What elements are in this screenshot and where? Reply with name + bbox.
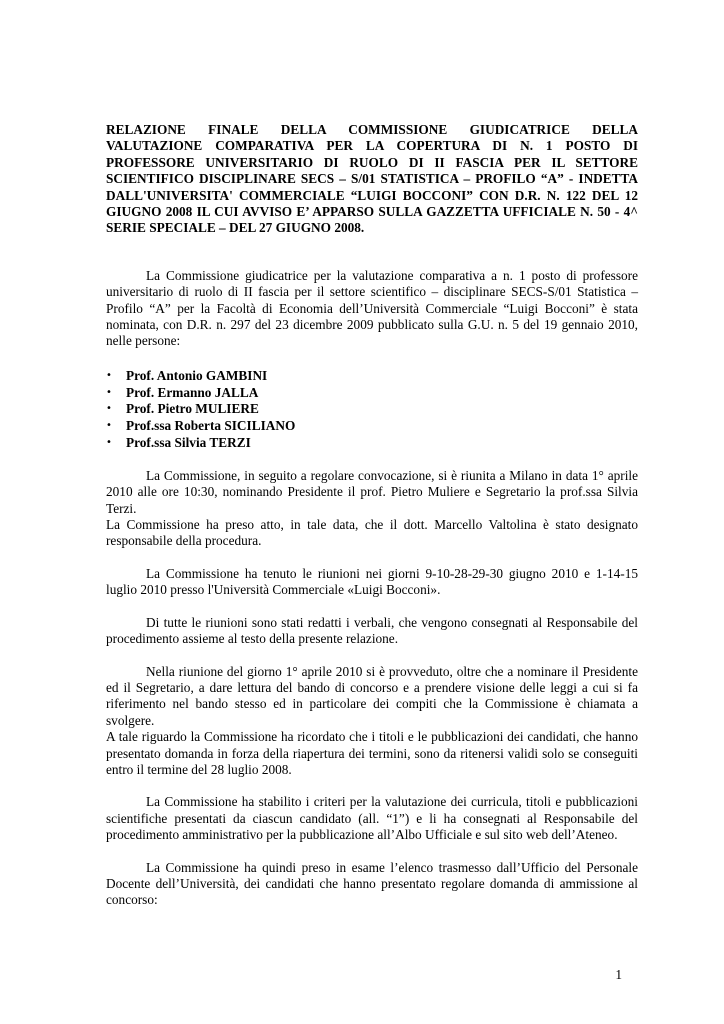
bullet-icon: •	[106, 403, 112, 415]
member-name: Prof. Antonio GAMBINI	[126, 367, 268, 383]
document-page	[106, 122, 638, 909]
spacer	[106, 648, 638, 664]
member-item	[106, 418, 638, 435]
bullet-icon: •	[106, 420, 112, 432]
minutes-paragraph: Di tutte le riunioni sono stati redatti i verbali, che vengono consegnati al Responsabile del procedimento assieme al testo della presente relazione.	[106, 614, 638, 647]
criteria-paragraph: La Commissione ha stabilito i criteri per la valutazione dei curricula, titoli e pubblicazioni scientifiche presentati da ciascun candidato (all. “1”) e li ha consegnati al Responsabile del procedimento amministrativo per la pubblicazione all’Albo Ufficiale e sul sito web dell’Ateneo.	[106, 794, 638, 843]
member-item	[106, 368, 638, 385]
document-title: RELAZIONE FINALE DELLA COMMISSIONE GIUDICATRICE DELLA VALUTAZIONE COMPARATIVA PER LA COPERTURA DI N. 1 POSTO DI PROFESSORE UNIVERSITARIO DI RUOLO DI II FASCIA PER IL SETTORE SCIENTIFICO DISCIPLINARE SECS – S/01 STATISTICA – PROFILO “A” - INDETTA DALL'UNIVERSITA' COMMERCIALE “LUIGI BOCCONI” CON D.R. N. 122 DEL 12 GIUGNO 2008 IL CUI AVVISO E’ APPARSO SULLA GAZZETTA UFFICIALE N. 50 - 4^ SERIE SPECIALE – DEL 27 GIUGNO 2008.	[106, 122, 638, 236]
page-number: 1	[615, 967, 622, 982]
meetings-paragraph: La Commissione ha tenuto le riunioni nei giorni 9-10-28-29-30 giugno 2010 e 1-14-15 luglio 2010 presso l'Università Commerciale «Luigi Bocconi».	[106, 565, 638, 598]
titles-paragraph: A tale riguardo la Commissione ha ricordato che i titoli e le pubblicazioni dei candidati, che hanno presentato domanda in forza della riapertura dei termini, sono da ritenersi validi solo se conseguiti entro il termine del 28 luglio 2008.	[106, 729, 638, 777]
spacer	[106, 350, 638, 368]
member-name: Prof. Pietro MULIERE	[126, 401, 259, 417]
spacer	[106, 599, 638, 615]
commission-members-list	[106, 368, 638, 452]
member-name: Prof.ssa Roberta SICILIANO	[126, 418, 296, 434]
spacer	[106, 778, 638, 794]
spacer	[106, 550, 638, 566]
bullet-icon: •	[106, 437, 112, 449]
member-item	[106, 385, 638, 402]
member-name: Prof. Ermanno JALLA	[126, 384, 259, 400]
member-name: Prof.ssa Silvia TERZI	[126, 435, 251, 451]
member-item	[106, 401, 638, 418]
spacer	[106, 844, 638, 860]
bullet-icon: •	[106, 369, 112, 381]
member-item	[106, 435, 638, 452]
bullet-icon: •	[106, 386, 112, 398]
responsible-paragraph: La Commissione ha preso atto, in tale data, che il dott. Marcello Valtolina è stato designato responsabile della procedura.	[106, 517, 638, 549]
spacer	[106, 237, 638, 268]
first-meeting-paragraph: Nella riunione del giorno 1° aprile 2010 si è provveduto, oltre che a nominare il Presidente ed il Segretario, a dare lettura del bando di concorso e a prendere visione delle leggi a cui si fa riferimento nel bando stesso ed in particolare dei compiti che la Commissione è chiamata a svolgere.	[106, 663, 638, 728]
candidates-list-paragraph: La Commissione ha quindi preso in esame l’elenco trasmesso dall’Ufficio del Personale Docente dell’Università, dei candidati che hanno presentato regolare domanda di ammissione al concorso:	[106, 859, 638, 908]
spacer	[106, 452, 638, 468]
intro-paragraph: La Commissione giudicatrice per la valutazione comparativa a n. 1 posto di professore universitario di ruolo di II fascia per il settore scientifico – disciplinare SECS-S/01 Statistica – Profilo “A” per la Facoltà di Economia dell’Università Commerciale “Luigi Bocconi” è stata nominata, con D.R. n. 297 del 23 dicembre 2009 pubblicato sulla G.U. n. 5 del 19 gennaio 2010, nelle persone:	[106, 267, 638, 349]
convocation-paragraph: La Commissione, in seguito a regolare convocazione, si è riunita a Milano in data 1° aprile 2010 alle ore 10:30, nominando Presidente il prof. Pietro Muliere e Segretario la prof.ssa Silvia Terzi.	[106, 467, 638, 516]
